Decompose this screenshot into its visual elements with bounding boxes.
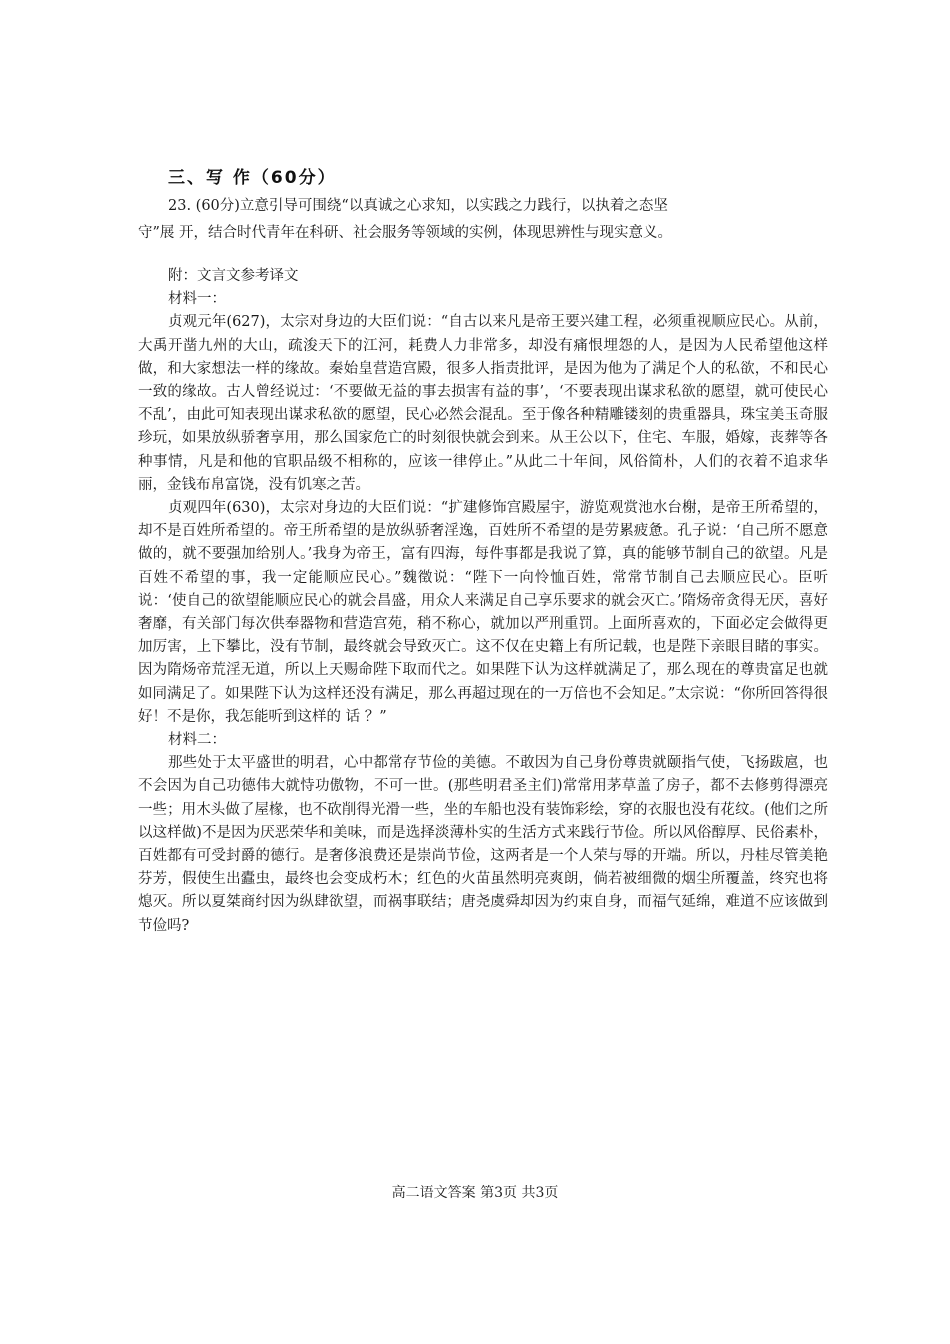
page-footer: 高二语文答案 第3页 共3页 <box>391 1185 559 1201</box>
material1-paragraph-1: 贞观元年(627)，太宗对身边的大臣们说：“自古以来凡是帝王要兴建工程，必须重视顺应民心。从前，大禹开凿九州的大山，疏浚天下的江河，耗费人力非常多，却没有痛恨埋怨的人，是因为人民希望他这样做，和大家想法一样的缘故。秦始皇营造宫殿，很多人指责批评，是因为他为了满足个人的私欲，不和民心一致的缘故。古人曾经说过：‘不要做无益的事去损害有益的事’，‘不要表现出谋求私欲的愿望，就可使民心不乱’，由此可知表现出谋求私欲的愿望，民心必然会混乱。至于像各种精雕镂刻的贵重器具，珠宝美玉奇服珍玩，如果放纵骄奢享用，那么国家危亡的时刻很快就会到来。从王公以下，住宅、车服，婚嫁，丧葬等各种事情，凡是和他的官职品级不相称的，应该一律停止。”从此二十年间，风俗简朴，人们的衣着不追求华丽，金钱布帛富饶，没有饥寒之苦。 <box>138 314 828 493</box>
appendix-heading: 附：文言文参考译文 <box>168 268 299 284</box>
material1-paragraph-2: 贞观四年(630)，太宗对身边的大臣们说：“扩建修饰宫殿屋宇，游览观赏池水台榭，是帝王所希望的，却不是百姓所希望的。帝王所希望的是放纵骄奢淫逸，百姓所不希望的是劳累疲惫。孔子说：‘自己所不愿意做的，就不要强加给别人。’我身为帝王，富有四海，每件事都是我说了算，真的能够节制自己的欲望。凡是百姓不希望的事，我一定能顺应民心。”魏徵说：“陛下一向怜恤百姓，常常节制自己去顺应民心。臣听说：‘使自己的欲望能顺应民心的就会昌盛，用众人来满足自己享乐要求的就会灭亡。’隋炀帝贪得无厌，喜好奢靡，有关部门每次供奉器物和营造宫苑，稍不称心，就加以严刑重罚。上面所喜欢的，下面必定会做得更加厉害，上下攀比，没有节制，最终就会导致灭亡。这不仅在史籍上有所记载，也是陛下亲眼目睹的事实。因为隋炀帝荒淫无道，所以上天赐命陛下取而代之。如果陛下认为这样就满足了，那么现在的尊贵富足也就如同满足了。如果陛下认为这样还没有满足，那么再超过现在的一万倍也不会知足。”太宗说：“你所回答得很好！不是你，我怎能听到这样的 话 ？” <box>138 500 828 725</box>
section-title: 三、写 作（60分） <box>168 168 337 188</box>
material2-paragraph-1: 那些处于太平盛世的明君，心中都常存节俭的美德。不敢因为自己身份尊贵就颐指气使，飞扬跋扈，也不会因为自己功德伟大就恃功傲物，不可一世。(那些明君圣主们)常常用茅草盖了房子，都不去修剪得漂亮一些；用木头做了屋椽，也不砍削得光滑一些，坐的车船也没有装饰彩绘，穿的衣服也没有花纹。(他们之所以这样做)不是因为厌恶荣华和美味，而是选择淡薄朴实的生活方式来践行节俭。所以风俗醇厚、民俗素朴，百姓都有可受封爵的德行。是奢侈浪费还是崇尚节俭，这两者是一个人荣与辱的开端。所以，丹桂尽管美艳芬芳，假使生出蠹虫，最终也会变成朽木；红色的火苗虽然明亮爽朗，倘若被细微的烟尘所覆盖，终究也将熄灭。所以夏桀商纣因为纵肆欲望，而祸事联结；唐尧虞舜却因为约束自身，而福气延绵，难道不应该做到节俭吗? <box>138 755 828 934</box>
question-line-1: 23. (60分)立意引导可围绕“以真诚之心求知，以实践之力践行，以执着之态坚 <box>168 198 668 214</box>
question-line-2: 守”展 开，结合时代青年在科研、社会服务等领域的实例，体现思辨性与现实意义。 <box>138 225 673 241</box>
material1-label: 材料一： <box>168 291 226 308</box>
appendix-translation <box>138 265 828 938</box>
writing-question <box>138 193 828 247</box>
material2-label: 材料二： <box>168 732 226 749</box>
